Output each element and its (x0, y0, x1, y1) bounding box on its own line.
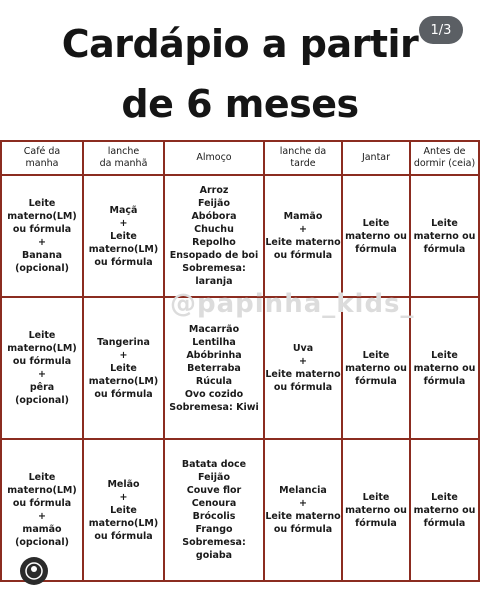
table-cell: Leite materno(LM) ou fórmula + Banana (opcional) (7, 198, 77, 274)
table-cell: Leite materno ou fórmula (345, 349, 407, 387)
header-antes-de-dormir: Antes de dormir (ceia) (413, 146, 476, 169)
slide-counter-badge: 1/3 (419, 16, 463, 44)
avatar[interactable] (20, 557, 48, 585)
watermark-text: @papinha_kids_ (170, 289, 415, 319)
page-title-line-1: Cardápio a partir (61, 22, 419, 66)
table-cell: Macarrão Lentilha Abóbrinha Beterraba Rúcula Ovo cozido Sobremesa: Kiwi (169, 323, 259, 413)
table-cell: Leite materno(LM) ou fórmula + mamão (opcional) (7, 472, 77, 548)
table-cell: Maçã + Leite materno(LM) ou fórmula (88, 204, 159, 268)
table-cell: Uva + Leite materno ou fórmula (265, 343, 341, 393)
table-cell: Leite materno ou fórmula (413, 491, 476, 529)
table-cell: Leite materno ou fórmula (345, 491, 407, 529)
menu-table (0, 140, 480, 582)
header-lanche-da-tarde: lanche da tarde (279, 146, 327, 169)
table-cell: Arroz Feijão Abóbora Chuchu Repolho Ensopado de boi Sobremesa: laranja (169, 185, 259, 287)
table-cell: Leite materno ou fórmula (345, 217, 407, 255)
table-cell: Melancia + Leite materno ou fórmula (265, 485, 341, 535)
table-cell: Melão + Leite materno(LM) ou fórmula (88, 478, 159, 542)
page-title-line-2: de 6 meses (121, 82, 359, 126)
header-lanche-da-manha: lanche da manhã (99, 146, 148, 169)
table-cell: Tangerina + Leite materno(LM) ou fórmula (88, 336, 159, 400)
profile-icon (25, 562, 43, 580)
header-jantar: Jantar (361, 152, 391, 163)
table-cell: Mamão + Leite materno ou fórmula (265, 211, 341, 261)
table-cell: Leite materno ou fórmula (413, 217, 476, 255)
table-cell: Leite materno ou fórmula (413, 349, 476, 387)
table-cell: Batata doce Feijão Couve flor Cenoura Brócolis Frango Sobremesa: goiaba (181, 459, 247, 561)
header-cafe-da-manha: Café da manha (23, 146, 61, 169)
header-almoco: Almoço (196, 152, 232, 163)
table-cell: Leite materno(LM) ou fórmula + pêra (opcional) (7, 330, 77, 406)
